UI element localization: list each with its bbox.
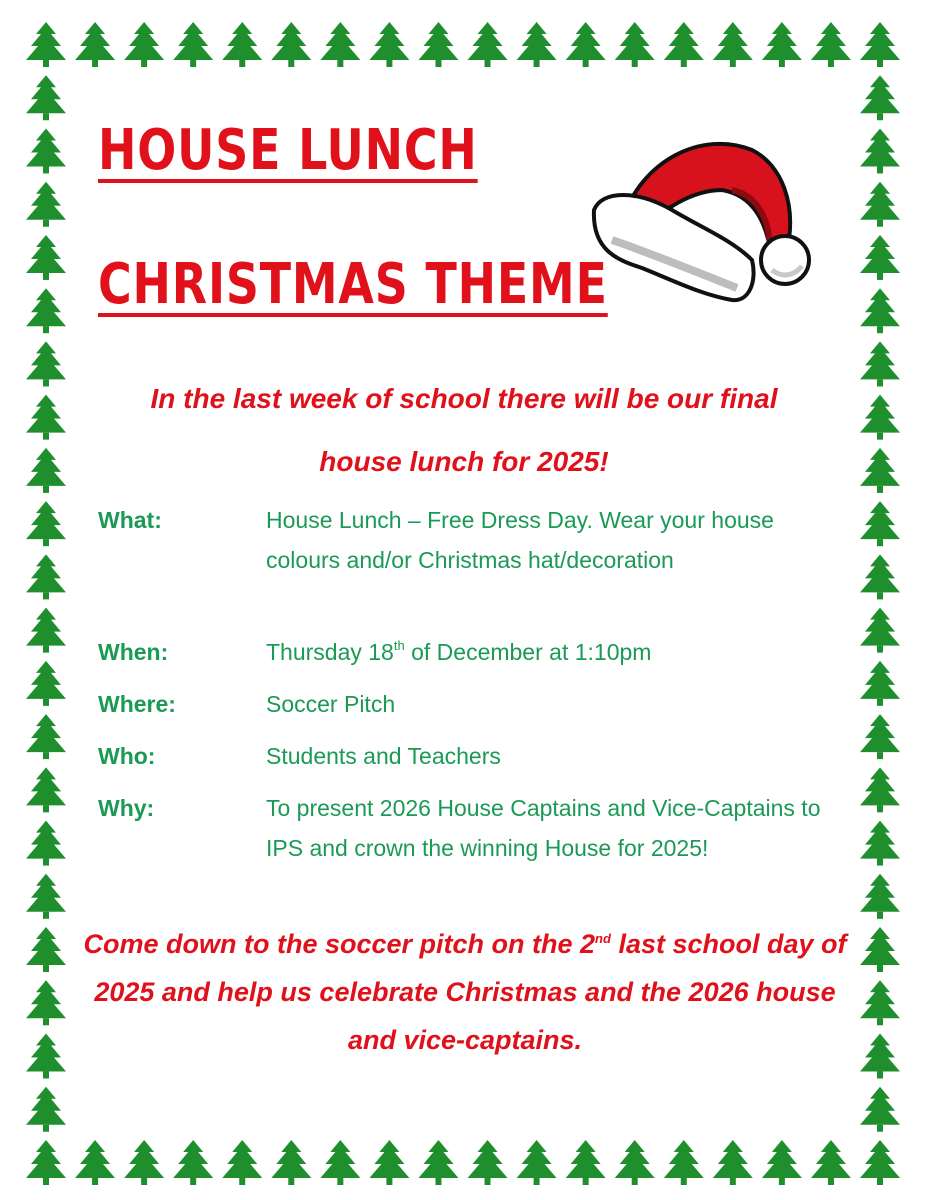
detail-value: House Lunch – Free Dress Day. Wear your house colours and/or Christmas hat/decoration — [266, 507, 774, 573]
christmas-tree-icon — [26, 927, 66, 972]
christmas-tree-icon — [860, 128, 900, 173]
christmas-tree-icon — [713, 1140, 753, 1185]
christmas-tree-icon — [860, 1087, 900, 1132]
detail-label: Why: — [98, 795, 155, 821]
christmas-tree-icon — [222, 22, 262, 67]
christmas-tree-icon — [811, 22, 851, 67]
christmas-tree-icon — [418, 1140, 458, 1185]
christmas-tree-icon — [860, 1034, 900, 1079]
christmas-tree-icon — [124, 22, 164, 67]
christmas-tree-icon — [860, 821, 900, 866]
title-line-1: HOUSE LUNCH — [98, 118, 478, 183]
intro-line-2: house lunch for 2025! — [319, 446, 609, 477]
christmas-tree-icon — [566, 22, 606, 67]
christmas-tree-icon — [811, 1140, 851, 1185]
christmas-tree-icon — [517, 1140, 557, 1185]
christmas-tree-icon — [26, 22, 66, 67]
christmas-tree-icon — [762, 1140, 802, 1185]
christmas-tree-icon — [860, 288, 900, 333]
christmas-tree-icon — [664, 22, 704, 67]
detail-label: Who: — [98, 743, 156, 769]
christmas-tree-icon — [26, 1140, 66, 1185]
christmas-tree-icon — [26, 75, 66, 120]
christmas-tree-icon — [26, 1034, 66, 1079]
christmas-tree-icon — [75, 22, 115, 67]
detail-label: When: — [98, 639, 169, 665]
christmas-tree-icon — [320, 22, 360, 67]
intro-line-1: In the last week of school there will be our final — [150, 383, 778, 414]
christmas-tree-icon — [26, 608, 66, 653]
christmas-tree-icon — [860, 927, 900, 972]
christmas-tree-icon — [860, 182, 900, 227]
closing-message: Come down to the soccer pitch on the 2nd last school day of 2025 and help us celebrate Christmas and the 2026 house and vice-captains. — [83, 929, 847, 1055]
christmas-tree-icon — [860, 608, 900, 653]
christmas-tree-icon — [369, 1140, 409, 1185]
christmas-tree-icon — [26, 288, 66, 333]
detail-value: Thursday 18th of December at 1:10pm — [266, 638, 652, 665]
christmas-tree-icon — [173, 1140, 213, 1185]
christmas-tree-icon — [860, 75, 900, 120]
christmas-tree-icon — [762, 22, 802, 67]
christmas-tree-icon — [860, 714, 900, 759]
detail-value: Soccer Pitch — [266, 691, 396, 717]
christmas-tree-icon — [860, 661, 900, 706]
christmas-tree-icon — [26, 501, 66, 546]
christmas-tree-icon — [615, 1140, 655, 1185]
christmas-tree-icon — [26, 980, 66, 1025]
christmas-tree-icon — [26, 341, 66, 386]
christmas-tree-icon — [26, 821, 66, 866]
christmas-tree-icon — [26, 661, 66, 706]
christmas-tree-icon — [222, 1140, 262, 1185]
christmas-tree-icon — [860, 22, 900, 67]
christmas-tree-icon — [418, 22, 458, 67]
christmas-tree-icon — [173, 22, 213, 67]
christmas-tree-icon — [468, 22, 508, 67]
christmas-tree-icon — [860, 1140, 900, 1185]
christmas-tree-icon — [615, 22, 655, 67]
christmas-tree-icon — [271, 22, 311, 67]
christmas-tree-icon — [26, 767, 66, 812]
santa-hat-icon — [582, 110, 822, 310]
christmas-tree-icon — [860, 980, 900, 1025]
christmas-tree-icon — [26, 128, 66, 173]
christmas-tree-icon — [26, 874, 66, 919]
detail-label: Where: — [98, 691, 176, 717]
christmas-tree-icon — [664, 1140, 704, 1185]
christmas-tree-icon — [26, 554, 66, 599]
christmas-tree-icon — [271, 1140, 311, 1185]
christmas-tree-icon — [75, 1140, 115, 1185]
christmas-tree-icon — [517, 22, 557, 67]
christmas-tree-icon — [860, 341, 900, 386]
title-line-2: CHRISTMAS THEME — [98, 252, 608, 317]
detail-label: What: — [98, 507, 162, 533]
christmas-tree-icon — [468, 1140, 508, 1185]
christmas-tree-icon — [860, 554, 900, 599]
christmas-tree-icon — [713, 22, 753, 67]
christmas-tree-icon — [26, 235, 66, 280]
christmas-tree-icon — [369, 22, 409, 67]
christmas-tree-icon — [566, 1140, 606, 1185]
christmas-tree-icon — [124, 1140, 164, 1185]
christmas-tree-icon — [860, 767, 900, 812]
christmas-tree-icon — [860, 501, 900, 546]
christmas-tree-icon — [26, 182, 66, 227]
christmas-tree-icon — [26, 714, 66, 759]
christmas-tree-icon — [860, 235, 900, 280]
detail-value: Students and Teachers — [266, 743, 501, 769]
detail-value: To present 2026 House Captains and Vice-Captains to IPS and crown the winning House for 2025! — [266, 795, 821, 861]
christmas-tree-icon — [320, 1140, 360, 1185]
christmas-tree-icon — [26, 1087, 66, 1132]
christmas-tree-icon — [860, 874, 900, 919]
